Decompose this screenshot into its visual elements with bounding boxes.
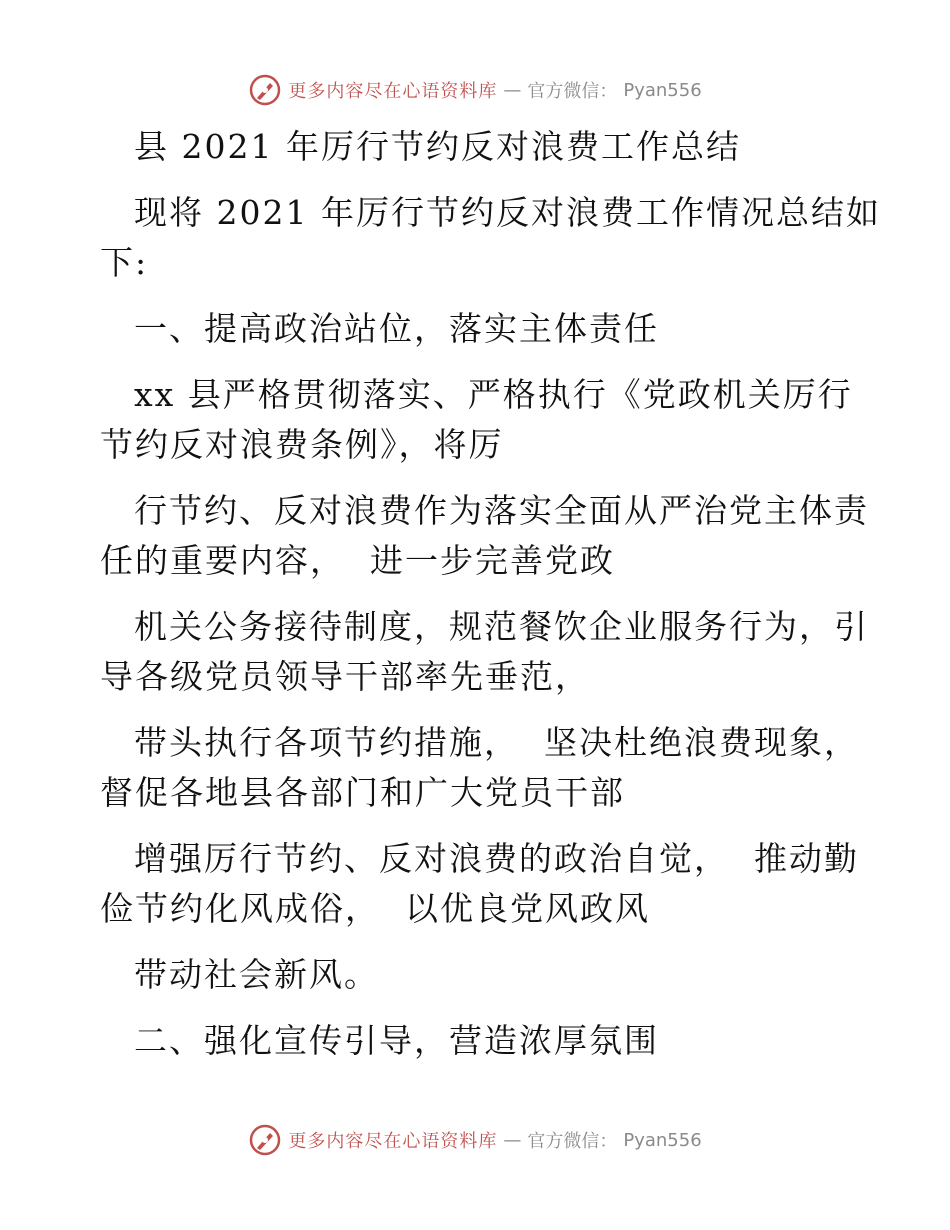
document-body — [100, 122, 881, 1066]
document-line: 二、强化宣传引导，营造浓厚氛围 — [134, 1021, 659, 1060]
watermark-dash: — — [503, 1129, 522, 1151]
watermark-handle: Pyan556 — [623, 79, 702, 101]
line-spacer — [100, 470, 860, 486]
watermark-text: 更多内容尽在心语资料库 — [288, 1131, 498, 1152]
document-line: 俭节约化风成俗， 以优良党风政风 — [100, 889, 650, 928]
document-line: 机关公务接待制度，规范餐饮企业服务行为，引 — [134, 607, 869, 646]
document-line: 行节约、反对浪费作为落实全面从严治党主体责 — [134, 491, 869, 530]
watermark-handle: Pyan556 — [623, 1129, 702, 1151]
document-line: 增强厉行节约、反对浪费的政治自觉， 推动勤 — [134, 839, 859, 878]
document-line: 一、提高政治站位，落实主体责任 — [134, 309, 659, 348]
watermark-wechat-label: 官方微信： — [527, 81, 618, 102]
line-spacer — [100, 934, 860, 950]
document-line: 县 2021 年厉行节约反对浪费工作总结 — [134, 127, 741, 166]
document-line: 节约反对浪费条例》，将厉 — [100, 425, 504, 464]
watermark-dash: — — [503, 79, 522, 101]
pen-seal-logo-icon — [248, 73, 282, 107]
document-line: xx 县严格贯彻落实、严格执行《党政机关厉行 — [134, 375, 853, 414]
line-spacer — [100, 586, 860, 602]
document-line: 下: — [100, 243, 149, 282]
watermark-banner-bottom — [0, 1120, 950, 1160]
document-line: 带动社会新风。 — [134, 955, 379, 994]
line-spacer — [100, 818, 860, 834]
pen-seal-logo-icon — [248, 1123, 282, 1157]
watermark-banner-top — [0, 70, 950, 110]
line-spacer — [100, 354, 860, 370]
watermark-text: 更多内容尽在心语资料库 — [288, 81, 498, 102]
document-line: 带头执行各项节约措施， 坚决杜绝浪费现象， — [134, 723, 859, 762]
line-spacer — [100, 172, 860, 188]
document-line: 导各级党员领导干部率先垂范， — [100, 657, 590, 696]
watermark-wechat-label: 官方微信： — [527, 1131, 618, 1152]
line-spacer — [100, 702, 860, 718]
document-line: 督促各地县各部门和广大党员干部 — [100, 773, 625, 812]
line-spacer — [100, 288, 860, 304]
line-spacer — [100, 1000, 860, 1016]
document-line: 现将 2021 年厉行节约反对浪费工作情况总结如 — [134, 193, 881, 232]
document-line: 任的重要内容， 进一步完善党政 — [100, 541, 615, 580]
